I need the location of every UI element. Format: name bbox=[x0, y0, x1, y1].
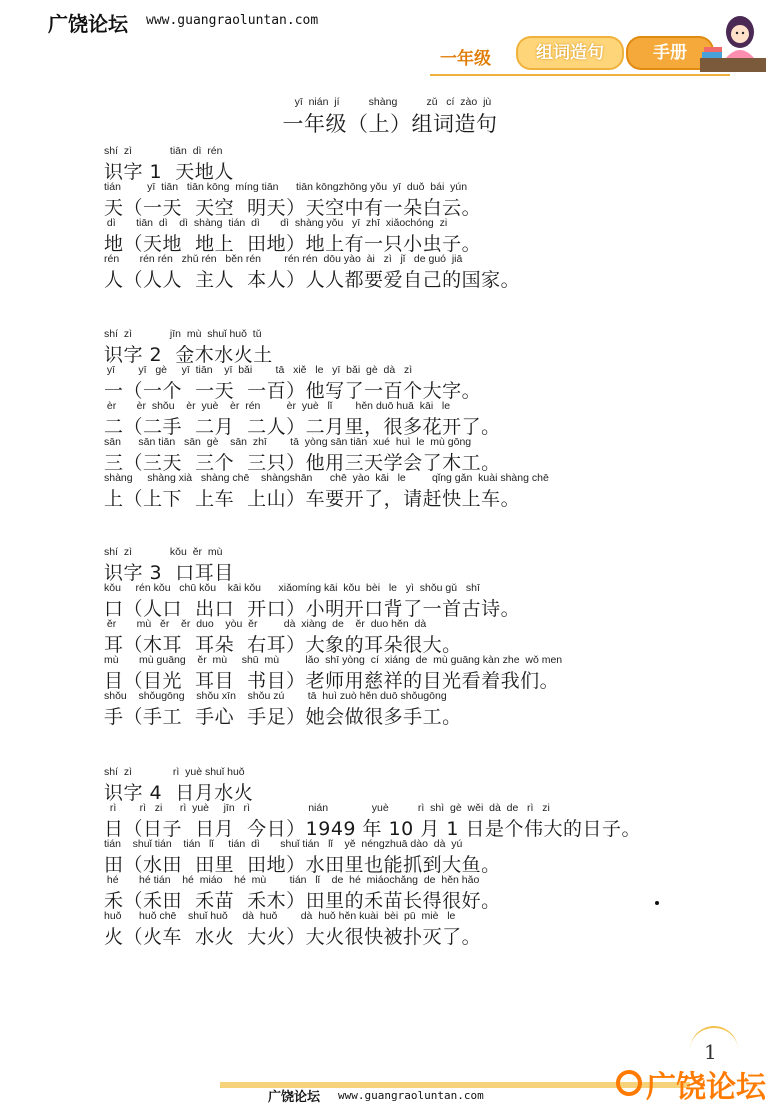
line-pinyin: shǒu shǒugōng shǒu xīn shǒu zú tā huì zuò hěn duō shǒugōng bbox=[104, 690, 447, 702]
title-pinyin: yī nián jí shàng zǔ cí zào jù bbox=[288, 96, 492, 108]
line-pinyin: yī yī gè yī tiān yī bǎi tā xiě le yī bǎi gè dà zì bbox=[104, 364, 413, 376]
line-pinyin: sān sān tiān sān gè sān zhī tā yòng sān tiān xué huì le mù gōng bbox=[104, 436, 472, 448]
line-pinyin: dì tiān dì dì shàng tián dì dì shàng yǒu yī zhī xiǎochóng zi bbox=[104, 217, 448, 229]
line-text: 口（人口 出口 开口）小明开口背了一首古诗。 bbox=[104, 598, 521, 620]
line-text: 日（日子 日月 今日）1949 年 10 月 1 日是个伟大的日子。 bbox=[104, 818, 641, 840]
line-text: 耳（木耳 耳朵 右耳）大象的耳朵很大。 bbox=[104, 634, 462, 656]
header-logo: 广饶论坛 bbox=[48, 12, 128, 36]
line-text: 地（天地 地上 田地）地上有一只小虫子。 bbox=[104, 233, 482, 255]
heading-text: 识字 3 口耳目 bbox=[104, 562, 234, 584]
teacher-illustration-icon bbox=[700, 12, 766, 74]
heading-pinyin: shí zì kǒu ěr mù bbox=[104, 546, 223, 558]
line-text: 三（三天 三个 三只）他用三天学会了木工。 bbox=[104, 452, 501, 474]
line-text: 上（上下 上车 上山）车要开了，请赶快上车。 bbox=[104, 488, 521, 510]
line-pinyin: ěr mù ěr ěr duo yòu ěr dà xiàng de ěr duo hěn dà bbox=[104, 618, 427, 630]
banner-grade: 一年级 bbox=[440, 49, 491, 69]
stray-dot bbox=[655, 901, 659, 905]
brand-g-icon bbox=[616, 1070, 642, 1096]
line-text: 禾（禾田 禾苗 禾木）田里的禾苗长得很好。 bbox=[104, 890, 501, 912]
line-pinyin: mù mù guāng ěr mù shū mù lǎo shī yòng cí xiáng de mù guāng kàn zhe wǒ men bbox=[104, 654, 563, 666]
heading-text: 识字 1 天地人 bbox=[104, 161, 234, 183]
heading-pinyin: shí zì tiān dì rén bbox=[104, 145, 223, 157]
line-text: 二（二手 二月 二人）二月里，很多花开了。 bbox=[104, 416, 501, 438]
heading-pinyin: shí zì rì yuè shuǐ huǒ bbox=[104, 766, 245, 778]
line-pinyin: tián yī tiān tiān kōng míng tiān tiān kōngzhōng yǒu yī duǒ bái yún bbox=[104, 181, 468, 193]
banner-underline bbox=[430, 74, 730, 76]
heading-text: 识字 2 金木水火土 bbox=[104, 344, 273, 366]
header-url: www.guangraoluntan.com bbox=[146, 13, 319, 28]
line-pinyin: huǒ huǒ chē shuǐ huǒ dà huǒ dà huǒ hěn kuài bèi pū miè le bbox=[104, 910, 456, 922]
banner-pill-handbook-text: 手册 bbox=[653, 43, 687, 63]
line-pinyin: hé hé tián hé miáo hé mù tián lǐ de hé miáochǎng de hěn hǎo bbox=[104, 874, 480, 886]
footer-url: www.guangraoluntan.com bbox=[338, 1089, 484, 1102]
line-text: 田（水田 田里 田地）水田里也能抓到大鱼。 bbox=[104, 854, 501, 876]
heading-text: 识字 4 日月水火 bbox=[104, 782, 254, 804]
line-text: 目（目光 耳目 书目）老师用慈祥的目光看着我们。 bbox=[104, 670, 560, 692]
heading-pinyin: shí zì jīn mù shuǐ huǒ tǔ bbox=[104, 328, 262, 340]
line-text: 人（人人 主人 本人）人人都要爱自己的国家。 bbox=[104, 269, 521, 291]
line-text: 手（手工 手心 手足）她会做很多手工。 bbox=[104, 706, 462, 728]
footer-logo-text: 广饶论坛 bbox=[268, 1090, 321, 1105]
line-text: 天（一天 天空 明天）天空中有一朵白云。 bbox=[104, 197, 482, 219]
line-text: 火（火车 水火 大火）大火很快被扑灭了。 bbox=[104, 926, 482, 948]
line-pinyin: tián shuǐ tián tián lǐ tián dì shuǐ tián lǐ yě néngzhuā dào dà yú bbox=[104, 838, 463, 850]
banner-pill-title bbox=[516, 36, 624, 70]
title-text: 一年级（上）组词造句 bbox=[282, 112, 498, 136]
footer-brand-text: 广饶论坛 bbox=[646, 1070, 766, 1105]
page-number: 1 bbox=[704, 1040, 717, 1064]
line-text: 一（一个 一天 一百）他写了一百个大字。 bbox=[104, 380, 482, 402]
banner-pill-title-text: 组词造句 bbox=[536, 43, 604, 63]
line-pinyin: shàng shàng xià shàng chē shàngshān chē yào kāi le qǐng gǎn kuài shàng chē bbox=[104, 472, 549, 484]
page-title bbox=[0, 96, 780, 138]
line-pinyin: èr èr shǒu èr yuè èr rén èr yuè lǐ hěn duō huā kāi le bbox=[104, 400, 451, 412]
line-pinyin: kǒu rén kǒu chū kǒu kāi kǒu xiǎomíng kāi kǒu bèi le yì shǒu gǔ shī bbox=[104, 582, 480, 594]
line-pinyin: rén rén rén zhǔ rén běn rén rén rén dōu yào ài zì jǐ de guó jiā bbox=[104, 253, 463, 265]
line-pinyin: rì rì zi rì yuè jīn rì nián yuè rì shì gè wěi dà de rì zi bbox=[104, 802, 550, 814]
